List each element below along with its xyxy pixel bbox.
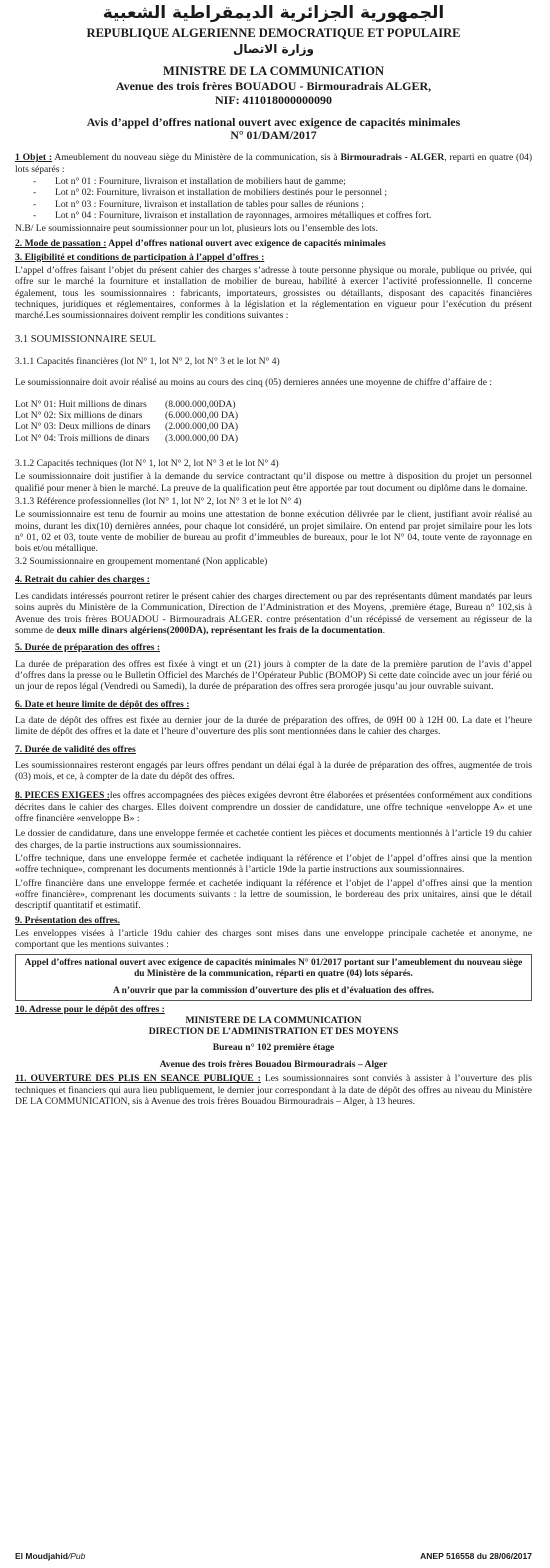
section-presentation	[15, 915, 532, 1001]
section-ouverture-text: Les soumissionnaires sont conviés à assister à l’ouverture des plis techniques et financiers qui aura lieu publiquement, le dernier jour correspondant à la date de dépôt des offres au niveau du Ministère DE LA COMMUNICATION, sis à Avenue des trois frères Bouadou Birmouradrais – Alger, à 13 heures.	[15, 1073, 532, 1107]
lot-number: Lot N° 02:	[15, 410, 57, 422]
section-objet-text-b: , reparti en quatre (04) lots séparés :	[15, 152, 533, 175]
table-row	[15, 421, 532, 432]
section-date-limite	[15, 699, 532, 738]
list-item: - Lot n° 03 : Fourniture, livraison et installation de tables pour salles de réunions ;	[33, 199, 532, 210]
section-adresse	[15, 1004, 532, 1071]
offre-technique-text: L’offre technique, dans une enveloppe fermée et cachetée indiquant la référence et l’objet de l’appel d’offres ainsi que la mention «offre technique», comprenant les documents mentionnés à l’article 19de la partie instructions aux soumissionnaires.	[15, 853, 532, 876]
dossier-candidature-text: Le dossier de candidature, dans une enveloppe fermée et cachetée contient les pièces et documents mentionnés à l’article 19 du cahier des charges, de la partie instructions aux soumissionnaires.	[15, 828, 532, 851]
section-eligibility-text: L’appel d’offres faisant l’objet du présent cahier des charges s’adresse à toute personne physique ou morale, publique ou privée, qui offre sur le marché la fourniture et installation de mobilier de bureau, habilité à exercer l’activité professionnelle. Il concerne également, tous les soumissionnaires : fabricants, importateurs, grossistes ou détaillants, disposant des capacités financières techniques, juridiques et réglementaires, conformes à la législation et la réglementation en vigueur pour l’exécution du présent marché.Les soumissionnaires doivent remplir les conditions suivantes :	[15, 265, 532, 322]
nif-number: NIF: 411018000000090	[215, 93, 332, 108]
section-retrait-heading: 4. Retrait du cahier des charges :	[15, 573, 150, 585]
section-objet-heading: 1 Objet :	[15, 152, 53, 164]
footer-newspaper	[15, 1551, 85, 1561]
notice-title	[15, 116, 532, 144]
nb-note: N.B/ Le soumissionnaire peut soumissionner pour un lot, plusieurs lots ou l’ensemble des lots.	[15, 223, 378, 235]
financial-capacity-heading: 3.1.1 Capacités financières (lot N° 1, lot N° 2, lot N° 3 et le lot N° 4)	[15, 356, 280, 368]
arabic-ministry: وزارة الاتصال	[233, 42, 314, 57]
references-text: Le soumissionnaire est tenu de fournir au moins une attestation de bonne exécution délivrée par le client, justifiant avoir réalisé au moins, durant les dix(10) dernières années, pour chaque lot considéré, un projet similaire. On entend par projet similaire pour les lots n° 01, 02 et 03, toute vente de mobilier de bureau au profit d’immeubles de bureaux, pour le lot N° 04, toute vente de rayonnage en bois et/ou métallique.	[15, 509, 532, 555]
retrait-end: .	[382, 625, 385, 637]
lot-number: Lot N° 01:	[15, 398, 57, 410]
section-mode-heading: 2. Mode de passation :	[15, 237, 107, 249]
footer	[15, 1551, 532, 1561]
financial-capacity-text: Le soumissionnaire doit avoir réalisé au moins au cours des cinq (05) dernieres années une moyenne de chiffre d’affaire de :	[15, 377, 493, 389]
lot-number: Lot N° 03:	[15, 421, 57, 433]
section-date-limite-text: La date de dépôt des offres est fixée au dernier jour de la durée de préparation des offres, de 09H 00 à 12H 00. La date et l’heure limite de dépôt des offres et la date et l’heure d’ouverture des plis sont mentionnées dans le cahier des charges.	[15, 714, 532, 738]
list-item: - Lot n° 04 : Fourniture, livraison et installation de rayonnages, armoires métalliques et coffres fort.	[33, 210, 532, 221]
lot-amount: (3.000.000,00 DA)	[165, 432, 239, 444]
references-heading: 3.1.3 Référence professionnelles (lot N° 1, lot N° 2, lot N° 3 et le lot N° 4)	[15, 495, 302, 507]
section-date-limite-heading: 6. Date et heure limite de dépôt des offres :	[15, 698, 190, 710]
soumissionnaire-seul-heading: 3.1 SOUMISSIONNAIRE SEUL	[15, 333, 156, 345]
offre-financiere-text: L’offre financière dans une enveloppe fermée et cachetée indiquant la référence et l’objet de l’appel d’offres ainsi que la mention «offre financière», comprenant les documents suivants : la lettre de soumission, le bordereau des prix unitaires, ainsi que le détail descriptif quantitatif et estimatif.	[15, 877, 532, 912]
footer-anep-reference: ANEP 516558 du 28/06/2017	[420, 1551, 532, 1561]
table-row	[15, 399, 532, 410]
arabic-republic-title: الجمهورية الجزائرية الديمقراطية الشعبية	[102, 3, 445, 23]
turnover-table	[15, 399, 532, 444]
section-duree-text: La durée de préparation des offres est fixée à vingt et un (21) jours à compter de la date de la première parution de l’avis d’appel d’offres dans la presse ou le Bulletin Officiel des Marchés de l’Opérateur Public (BOMOP) Si cette date coïncide avec un jour férié ou un jour de repos légal (Vendredi ou Samedi), la durée de préparation des offres sera prorogée jusqu’au jour ouvrable suivant.	[15, 658, 533, 693]
section-pieces-heading: 8. PIECES EXIGEES :	[15, 790, 110, 802]
section-adresse-heading: 10. Adresse pour le dépôt des offres :	[15, 1003, 165, 1015]
lot-label	[15, 433, 165, 444]
ministry-address: Avenue des trois frères BOUADOU - Birmouradrais ALGER,	[115, 79, 432, 94]
section-retrait-text	[15, 591, 532, 636]
section-validite-heading: 7. Durée de validité des offres	[15, 743, 136, 755]
address-line1: MINISTERE DE LA COMMUNICATION	[185, 1015, 362, 1027]
address-line2: DIRECTION DE L’ADMINISTRATION ET DES MOYENS	[148, 1026, 399, 1038]
section-eligibility-heading: 3. Eligibilité et conditions de participation à l’appel d’offres :	[15, 251, 265, 263]
lot-desc: Huit millions de dinars	[58, 398, 147, 410]
section-objet-text-a: Ameublement du nouveau siège du Ministère de la communication, sis à	[52, 152, 341, 164]
address-line4: Avenue des trois frères Bouadou Birmouradrais – Alger	[159, 1059, 388, 1071]
table-row	[15, 433, 532, 444]
section-presentation-text: Les enveloppes visées à l’article 19du cahier des charges sont mises dans une enveloppe principale cachetée et anonyme, ne comportant que les mentions suivantes :	[15, 927, 532, 951]
republic-title: REPUBLIQUE ALGERIENNE DEMOCRATIQUE ET POPULAIRE	[86, 25, 461, 40]
lot-amount: (2.000.000,00 DA)	[165, 421, 239, 433]
section-mode-text: Appel d’offres national ouvert avec exigence de capacités minimales	[106, 237, 386, 249]
lot-label	[15, 421, 165, 432]
section-duree-heading: 5. Durée de préparation des offres :	[15, 642, 161, 654]
notice-title-line1: Avis d’appel d’offres national ouvert avec exigence de capacités minimales	[86, 114, 461, 129]
groupement-heading: 3.2 Soumissionnaire en groupement momentané (Non applicable)	[15, 556, 268, 568]
lot-desc: Deux millions de dinars	[58, 421, 151, 433]
lot-desc: Trois millions de dinars	[58, 432, 150, 444]
lot-label	[15, 410, 165, 421]
notice-number: N° 01/DAM/2017	[230, 128, 317, 143]
address-line3: Bureau n° 102 première étage	[212, 1041, 335, 1053]
retrait-text: Les candidats intéressés pourront retirer le présent cahier des charges directement ou par des représentants dûment mandatés par leurs soins auprès du Ministère de la Communication, Direction de l’Administration et des Moyens, ,première étage, Bureau n° 102,sis à Avenue des trois frères BOUADOU - Birmouradrais ALGER. contre présentation d’un récépissé de versement au régisseur de la somme de	[15, 591, 532, 637]
section-pieces-text: les offres accompagnées des pièces exigées devront être élaborées et présentées conformément aux conditions décrites dans le cahier des charges. Elles doivent comprendre un dossier de candidature, une offre technique «enveloppe A» et une offre financière «enveloppe B» :	[15, 790, 533, 825]
section-ouverture-heading: 11. OUVERTURE DES PLIS EN SEANCE PUBLIQUE :	[15, 1073, 261, 1085]
section-pieces	[15, 790, 532, 911]
newspaper-name: El Moudjahid	[15, 1551, 68, 1561]
lot-amount: (8.000.000,00DA)	[165, 398, 236, 410]
retrait-fee: deux mille dinars algériens(2000DA), représentant les frais de la documentation	[56, 625, 383, 637]
envelope-label-box	[15, 954, 532, 1001]
lot-amount: (6.000.000,00 DA)	[165, 410, 239, 422]
list-item: - Lot n° 02: Fourniture, livraison et installation de mobiliers destinés pour le personnel ;	[33, 187, 532, 198]
section-presentation-heading: 9. Présentation des offres.	[15, 914, 121, 926]
section-retrait	[15, 574, 532, 637]
technical-capacity-text: Le soumissionnaire doit justifier à la demande du service contractant qu’il dispose ou mettre à disposition du projet un personnel qualifié pour mener à bien le marché. La preuve de la qualification peut être apportée par tout document ou diplôme dans le domaine.	[15, 471, 532, 494]
lot-list	[33, 176, 532, 221]
envelope-label-line2: A n’ouvrir que par la commission d’ouverture des plis et d’évaluation des offres.	[113, 985, 434, 996]
lot-desc: Six millions de dinars	[58, 410, 143, 422]
section-eligibility	[15, 252, 532, 568]
technical-capacity-heading: 3.1.2 Capacités techniques (lot N° 1, lot N° 2, lot N° 3 et le lot N° 4)	[15, 457, 279, 469]
section-validite-text: Les soumissionnaires resteront engagés par leurs offres pendant un délai égal à la durée de préparation des offres, augmentée de trois (03) mois, et ce, à compter de la date du dépôt des offres.	[15, 759, 532, 783]
envelope-label-line1: Appel d’offres national ouvert avec exigence de capacités minimales N° 01/2017 portant sur l’ameublement du nouveau siège du Ministère de la communication, réparti en quatre (04) lots séparés.	[24, 957, 523, 979]
ministry-name: MINISTRE DE LA COMMUNICATION	[163, 64, 384, 79]
section-validite	[15, 744, 532, 783]
pub-label: /Pub	[67, 1551, 86, 1561]
section-duree	[15, 642, 532, 692]
section-ouverture	[15, 1073, 532, 1107]
section-objet-location: Birmouradrais - ALGER	[340, 152, 445, 164]
section-mode	[15, 238, 532, 249]
lot-label	[15, 399, 165, 410]
table-row	[15, 410, 532, 421]
section-objet	[15, 152, 532, 175]
lot-number: Lot N° 04:	[15, 432, 57, 444]
list-item: - Lot n° 01 : Fourniture, livraison et installation de mobiliers haut de gamme;	[33, 176, 532, 187]
tender-notice	[15, 4, 532, 1549]
